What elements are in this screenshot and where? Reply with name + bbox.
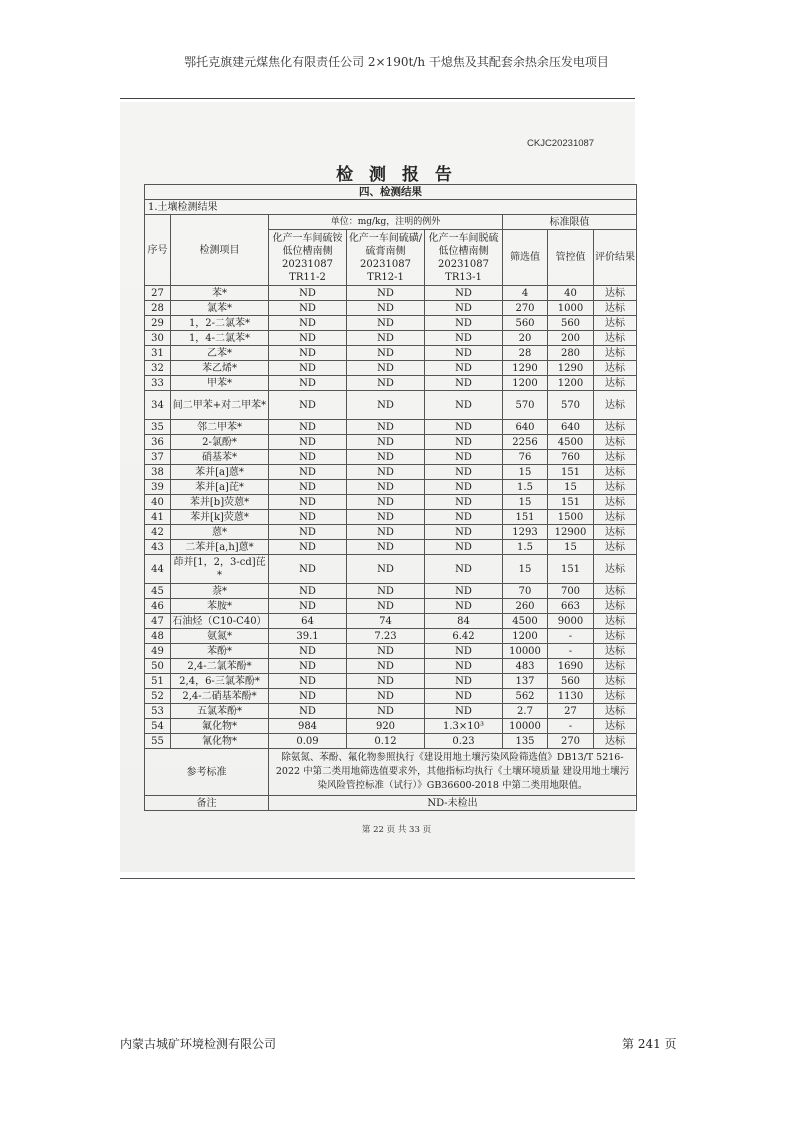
row-item: 2,4-二氯苯酚* — [171, 659, 269, 674]
row-screen-value: 10000 — [503, 644, 548, 659]
row-sample-2: ND — [347, 644, 425, 659]
row-screen-value: 2.7 — [503, 704, 548, 719]
header-divider — [120, 98, 635, 99]
row-evaluation: 达标 — [594, 495, 637, 510]
row-sample-3: ND — [425, 704, 503, 719]
row-seq: 41 — [145, 510, 171, 525]
row-sample-1: ND — [269, 301, 347, 316]
table-row — [145, 495, 637, 510]
table-row — [145, 346, 637, 361]
row-sample-1: ND — [269, 450, 347, 465]
header-sample-2: 化产一车间硫磺/硫膏南侧 20231087 TR12-1 — [347, 230, 425, 286]
row-seq: 28 — [145, 301, 171, 316]
row-evaluation: 达标 — [594, 450, 637, 465]
row-screen-value: 151 — [503, 510, 548, 525]
row-screen-value: 1200 — [503, 376, 548, 391]
row-control-value: - — [548, 629, 594, 644]
row-sample-3: ND — [425, 689, 503, 704]
table-row — [145, 659, 637, 674]
row-sample-3: ND — [425, 465, 503, 480]
row-sample-2: ND — [347, 391, 425, 420]
row-control-value: 151 — [548, 495, 594, 510]
table-row — [145, 525, 637, 540]
row-screen-value: 76 — [503, 450, 548, 465]
row-seq: 35 — [145, 420, 171, 435]
row-evaluation: 达标 — [594, 480, 637, 495]
row-control-value: 1000 — [548, 301, 594, 316]
row-item: 2-氯酚* — [171, 435, 269, 450]
table-row — [145, 629, 637, 644]
header-evaluation: 评价结果 — [594, 230, 637, 286]
row-sample-2: ND — [347, 286, 425, 301]
row-sample-3: ND — [425, 674, 503, 689]
row-sample-3: 0.23 — [425, 734, 503, 749]
row-sample-1: ND — [269, 510, 347, 525]
row-evaluation: 达标 — [594, 316, 637, 331]
row-screen-value: 2256 — [503, 435, 548, 450]
row-control-value: 1690 — [548, 659, 594, 674]
row-screen-value: 483 — [503, 659, 548, 674]
row-sample-3: ND — [425, 555, 503, 584]
row-seq: 39 — [145, 480, 171, 495]
row-control-value: 15 — [548, 480, 594, 495]
row-control-value: 1200 — [548, 376, 594, 391]
header-sample-1: 化产一车间硫铵低位槽南侧 20231087 TR11-2 — [269, 230, 347, 286]
soil-results-table — [144, 184, 637, 811]
row-sample-3: ND — [425, 525, 503, 540]
row-sample-1: ND — [269, 704, 347, 719]
row-sample-3: ND — [425, 540, 503, 555]
row-seq: 36 — [145, 435, 171, 450]
row-sample-1: ND — [269, 420, 347, 435]
row-sample-3: ND — [425, 599, 503, 614]
row-screen-value: 28 — [503, 346, 548, 361]
row-screen-value: 1200 — [503, 629, 548, 644]
row-item: 2,4，6-三氯苯酚* — [171, 674, 269, 689]
row-seq: 33 — [145, 376, 171, 391]
row-sample-2: 74 — [347, 614, 425, 629]
reference-standard-text: 除氨氮、苯酚、氟化物参照执行《建设用地土壤污染风险筛选值》DB13/T 5216-2022 中第二类用地筛选值要求外，其他指标均执行《土壤环境质量 建设用地土壤污染风险管控标准（试行）》GB36600-2018 中第二类用地限值。 — [269, 749, 637, 796]
row-control-value: 570 — [548, 391, 594, 420]
table-row — [145, 331, 637, 346]
row-item: 氟化物* — [171, 719, 269, 734]
table-row — [145, 584, 637, 599]
row-sample-3: 84 — [425, 614, 503, 629]
row-screen-value: 15 — [503, 555, 548, 584]
row-item: 苯并[b]荧蒽* — [171, 495, 269, 510]
row-item: 氯苯* — [171, 301, 269, 316]
row-sample-3: ND — [425, 510, 503, 525]
row-evaluation: 达标 — [594, 734, 637, 749]
row-control-value: 151 — [548, 555, 594, 584]
row-sample-3: ND — [425, 584, 503, 599]
table-row — [145, 689, 637, 704]
header-screen-value: 筛选值 — [503, 230, 548, 286]
row-sample-1: ND — [269, 555, 347, 584]
row-evaluation: 达标 — [594, 584, 637, 599]
row-screen-value: 270 — [503, 301, 548, 316]
report-page-number: 第 22 页 共 33 页 — [361, 825, 432, 835]
row-sample-1: ND — [269, 525, 347, 540]
table-row — [145, 316, 637, 331]
row-evaluation: 达标 — [594, 361, 637, 376]
row-sample-2: ND — [347, 584, 425, 599]
row-seq: 46 — [145, 599, 171, 614]
row-sample-1: ND — [269, 495, 347, 510]
row-sample-1: ND — [269, 659, 347, 674]
row-item: 苯乙烯* — [171, 361, 269, 376]
row-seq: 47 — [145, 614, 171, 629]
row-evaluation: 达标 — [594, 555, 637, 584]
row-sample-2: ND — [347, 689, 425, 704]
header-limit: 标准限值 — [503, 215, 637, 230]
row-evaluation: 达标 — [594, 599, 637, 614]
row-control-value: 663 — [548, 599, 594, 614]
row-evaluation: 达标 — [594, 391, 637, 420]
row-seq: 38 — [145, 465, 171, 480]
table-row — [145, 510, 637, 525]
header-unit-note: 单位：mg/kg，注明的例外 — [269, 215, 503, 230]
row-evaluation: 达标 — [594, 659, 637, 674]
row-screen-value: 4500 — [503, 614, 548, 629]
row-item: 五氯苯酚* — [171, 704, 269, 719]
row-sample-1: 984 — [269, 719, 347, 734]
row-screen-value: 1.5 — [503, 480, 548, 495]
table-row — [145, 674, 637, 689]
header-control-value: 管控值 — [548, 230, 594, 286]
row-screen-value: 15 — [503, 495, 548, 510]
row-seq: 30 — [145, 331, 171, 346]
row-item: 苯* — [171, 286, 269, 301]
row-item: 乙苯* — [171, 346, 269, 361]
row-seq: 37 — [145, 450, 171, 465]
row-control-value: 560 — [548, 674, 594, 689]
row-evaluation: 达标 — [594, 629, 637, 644]
table-row — [145, 704, 637, 719]
row-sample-1: ND — [269, 435, 347, 450]
table-row — [145, 599, 637, 614]
row-seq: 34 — [145, 391, 171, 420]
row-item: 2,4-二硝基苯酚* — [171, 689, 269, 704]
section-heading: 四、检测结果 — [145, 185, 637, 200]
subsection-heading: 1.土壤检测结果 — [145, 200, 637, 215]
row-item: 间二甲苯+对二甲苯* — [171, 391, 269, 420]
row-item: 苯并[a]蒽* — [171, 465, 269, 480]
row-control-value: 9000 — [548, 614, 594, 629]
row-item: 1，2-二氯苯* — [171, 316, 269, 331]
row-sample-2: ND — [347, 659, 425, 674]
row-sample-1: 39.1 — [269, 629, 347, 644]
row-control-value: 200 — [548, 331, 594, 346]
row-screen-value: 570 — [503, 391, 548, 420]
row-evaluation: 达标 — [594, 704, 637, 719]
row-sample-2: ND — [347, 331, 425, 346]
row-seq: 45 — [145, 584, 171, 599]
row-sample-3: ND — [425, 495, 503, 510]
row-sample-2: ND — [347, 376, 425, 391]
row-sample-1: ND — [269, 376, 347, 391]
row-sample-2: ND — [347, 301, 425, 316]
table-row — [145, 480, 637, 495]
table-row — [145, 376, 637, 391]
row-item: 氨氮* — [171, 629, 269, 644]
row-control-value: 15 — [548, 540, 594, 555]
table-row — [145, 614, 637, 629]
row-sample-2: ND — [347, 435, 425, 450]
row-screen-value: 260 — [503, 599, 548, 614]
footer-page: 第 241 页 — [622, 1037, 677, 1051]
row-sample-3: ND — [425, 391, 503, 420]
row-sample-3: ND — [425, 644, 503, 659]
row-sample-2: ND — [347, 540, 425, 555]
row-evaluation: 达标 — [594, 614, 637, 629]
row-item: 1，4-二氯苯* — [171, 331, 269, 346]
row-screen-value: 137 — [503, 674, 548, 689]
report-title: 检 测 报 告 — [336, 165, 457, 185]
row-evaluation: 达标 — [594, 435, 637, 450]
row-sample-2: 920 — [347, 719, 425, 734]
table-row — [145, 719, 637, 734]
row-evaluation: 达标 — [594, 331, 637, 346]
row-sample-3: ND — [425, 376, 503, 391]
row-sample-1: ND — [269, 331, 347, 346]
row-control-value: 700 — [548, 584, 594, 599]
row-control-value: 760 — [548, 450, 594, 465]
row-seq: 31 — [145, 346, 171, 361]
row-screen-value: 1293 — [503, 525, 548, 540]
row-control-value: 1290 — [548, 361, 594, 376]
document-header-title: 鄂托克旗建元煤焦化有限责任公司 2×190t/h 干熄焦及其配套余热余压发电项目 — [184, 55, 609, 69]
row-item: 苯并[k]荧蒽* — [171, 510, 269, 525]
row-seq: 29 — [145, 316, 171, 331]
page-bottom-divider — [120, 878, 635, 879]
row-evaluation: 达标 — [594, 376, 637, 391]
row-screen-value: 1.5 — [503, 540, 548, 555]
row-evaluation: 达标 — [594, 719, 637, 734]
row-sample-3: ND — [425, 301, 503, 316]
row-item: 二苯并[a,h]蒽* — [171, 540, 269, 555]
row-screen-value: 562 — [503, 689, 548, 704]
row-seq: 55 — [145, 734, 171, 749]
row-control-value: 280 — [548, 346, 594, 361]
row-item: 蒽* — [171, 525, 269, 540]
row-sample-3: ND — [425, 286, 503, 301]
row-screen-value: 135 — [503, 734, 548, 749]
row-control-value: 27 — [548, 704, 594, 719]
row-seq: 53 — [145, 704, 171, 719]
row-sample-3: ND — [425, 316, 503, 331]
row-screen-value: 560 — [503, 316, 548, 331]
row-sample-2: ND — [347, 420, 425, 435]
row-control-value: 640 — [548, 420, 594, 435]
row-evaluation: 达标 — [594, 301, 637, 316]
row-sample-1: ND — [269, 674, 347, 689]
row-control-value: 560 — [548, 316, 594, 331]
row-sample-1: ND — [269, 480, 347, 495]
row-control-value: 40 — [548, 286, 594, 301]
row-screen-value: 20 — [503, 331, 548, 346]
table-row — [145, 734, 637, 749]
row-sample-1: ND — [269, 465, 347, 480]
row-sample-2: ND — [347, 525, 425, 540]
report-code: CKJC20231087 — [527, 138, 595, 149]
row-sample-1: ND — [269, 689, 347, 704]
row-evaluation: 达标 — [594, 510, 637, 525]
row-sample-2: ND — [347, 361, 425, 376]
row-sample-2: ND — [347, 674, 425, 689]
row-evaluation: 达标 — [594, 674, 637, 689]
row-item: 氰化物* — [171, 734, 269, 749]
row-seq: 44 — [145, 555, 171, 584]
row-screen-value: 1290 — [503, 361, 548, 376]
row-sample-1: 0.09 — [269, 734, 347, 749]
row-sample-3: ND — [425, 361, 503, 376]
row-seq: 52 — [145, 689, 171, 704]
remark-text: ND-未检出 — [269, 796, 637, 811]
row-item: 苯胺* — [171, 599, 269, 614]
row-evaluation: 达标 — [594, 644, 637, 659]
row-sample-2: ND — [347, 450, 425, 465]
row-control-value: 1130 — [548, 689, 594, 704]
row-screen-value: 4 — [503, 286, 548, 301]
row-sample-1: ND — [269, 644, 347, 659]
table-row — [145, 644, 637, 659]
row-evaluation: 达标 — [594, 346, 637, 361]
row-sample-3: ND — [425, 480, 503, 495]
row-item: 甲苯* — [171, 376, 269, 391]
table-row — [145, 420, 637, 435]
row-sample-3: ND — [425, 659, 503, 674]
row-control-value: 270 — [548, 734, 594, 749]
row-seq: 51 — [145, 674, 171, 689]
table-row — [145, 301, 637, 316]
table-row — [145, 540, 637, 555]
row-evaluation: 达标 — [594, 525, 637, 540]
row-sample-2: ND — [347, 316, 425, 331]
table-row — [145, 435, 637, 450]
row-sample-1: ND — [269, 316, 347, 331]
row-control-value: - — [548, 719, 594, 734]
row-evaluation: 达标 — [594, 465, 637, 480]
row-item: 石油烃（C10-C40） — [172, 615, 267, 627]
row-sample-1: ND — [269, 391, 347, 420]
row-screen-value: 70 — [503, 584, 548, 599]
row-evaluation: 达标 — [594, 540, 637, 555]
row-sample-2: 0.12 — [347, 734, 425, 749]
table-row — [145, 450, 637, 465]
row-screen-value: 15 — [503, 465, 548, 480]
row-sample-1: ND — [269, 361, 347, 376]
table-row — [145, 465, 637, 480]
row-sample-1: ND — [269, 346, 347, 361]
row-seq: 48 — [145, 629, 171, 644]
row-sample-2: ND — [347, 465, 425, 480]
row-sample-1: ND — [269, 286, 347, 301]
row-sample-3: 6.42 — [425, 629, 503, 644]
row-seq: 27 — [145, 286, 171, 301]
row-item: 苯并[a]芘* — [171, 480, 269, 495]
row-seq: 54 — [145, 719, 171, 734]
header-seq: 序号 — [145, 215, 171, 286]
row-sample-1: ND — [269, 584, 347, 599]
row-item: 硝基苯* — [171, 450, 269, 465]
row-sample-3: ND — [425, 346, 503, 361]
row-item: 萘* — [171, 584, 269, 599]
row-control-value: 4500 — [548, 435, 594, 450]
row-sample-3: ND — [425, 331, 503, 346]
header-sample-3: 化产一车间脱硫低位槽南侧 20231087 TR13-1 — [425, 230, 503, 286]
row-sample-3: ND — [425, 450, 503, 465]
row-evaluation: 达标 — [594, 286, 637, 301]
footer-company: 内蒙古城矿环境检测有限公司 — [120, 1037, 277, 1051]
row-sample-2: 7.23 — [347, 629, 425, 644]
row-sample-3: ND — [425, 435, 503, 450]
row-item: 茚并[1，2，3-cd]芘* — [171, 555, 269, 584]
row-sample-2: ND — [347, 555, 425, 584]
reference-standard-label: 参考标准 — [145, 749, 269, 796]
row-sample-1: ND — [269, 540, 347, 555]
row-control-value: 12900 — [548, 525, 594, 540]
row-sample-2: ND — [347, 346, 425, 361]
row-seq: 32 — [145, 361, 171, 376]
table-row — [145, 391, 637, 420]
row-sample-3: ND — [425, 420, 503, 435]
table-row — [145, 286, 637, 301]
row-control-value: - — [548, 644, 594, 659]
row-screen-value: 640 — [503, 420, 548, 435]
row-item: 邻二甲苯* — [171, 420, 269, 435]
remark-label: 备注 — [145, 796, 269, 811]
row-screen-value: 10000 — [503, 719, 548, 734]
row-seq: 40 — [145, 495, 171, 510]
row-control-value: 151 — [548, 465, 594, 480]
row-control-value: 1500 — [548, 510, 594, 525]
row-sample-2: ND — [347, 495, 425, 510]
row-evaluation: 达标 — [594, 420, 637, 435]
row-sample-2: ND — [347, 480, 425, 495]
row-sample-2: ND — [347, 599, 425, 614]
row-sample-1: 64 — [269, 614, 347, 629]
row-seq: 49 — [145, 644, 171, 659]
table-row — [145, 361, 637, 376]
row-seq: 43 — [145, 540, 171, 555]
row-sample-2: ND — [347, 510, 425, 525]
row-seq: 42 — [145, 525, 171, 540]
header-item: 检测项目 — [171, 215, 269, 286]
row-seq: 50 — [145, 659, 171, 674]
table-row — [145, 555, 637, 584]
row-sample-3: 1.3×10³ — [425, 719, 503, 734]
row-sample-2: ND — [347, 704, 425, 719]
row-sample-1: ND — [269, 599, 347, 614]
row-item: 苯酚* — [171, 644, 269, 659]
row-evaluation: 达标 — [594, 689, 637, 704]
